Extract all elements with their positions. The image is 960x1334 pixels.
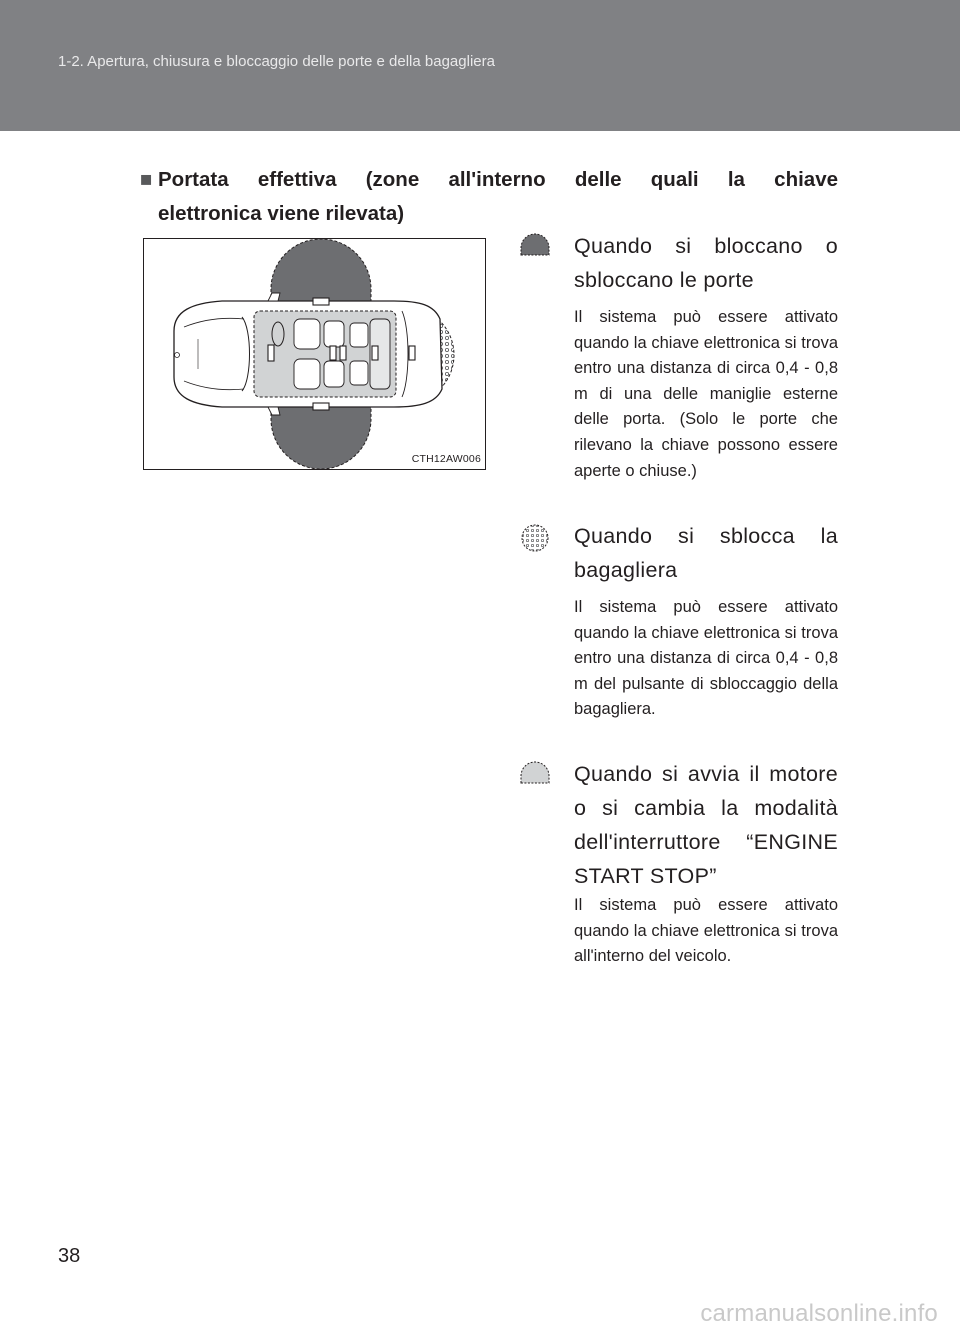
dotted-zone-marker-icon bbox=[520, 523, 550, 553]
figure-code: CTH12AW006 bbox=[411, 453, 481, 465]
heading-line-2: elettronica viene rilevata) bbox=[158, 202, 405, 225]
page-header bbox=[0, 0, 960, 131]
item-description: Il sistema può essere attivato quando la chiave elettronica si trova entro una distanza di circa 0,4 - 0,8 m di una delle maniglie esterne delle porta. (Solo le porte che rilevano la chiave possono essere aperte o chiuse.) bbox=[574, 308, 838, 480]
item-title: Quando si bloccano o sbloccano le porte bbox=[574, 234, 838, 292]
heading-line-1: Portata effettiva (zone all'interno delle quali la chiave bbox=[158, 168, 838, 191]
car-top-view-illustration bbox=[144, 239, 485, 469]
item-description: Il sistema può essere attivato quando la chiave elettronica si trova entro una distanza di circa 0,4 - 0,8 m del pulsante di sbloccaggio della bagagliera. bbox=[574, 598, 838, 719]
header-title: 1-2. Apertura, chiusura e bloccaggio delle porte e della bagagliera bbox=[58, 53, 495, 70]
car-detection-range-figure bbox=[143, 238, 486, 470]
item-title: Quando si sblocca la bagagliera bbox=[574, 524, 838, 582]
item-title: Quando si avvia il motore o si cambia la modalità dell'interruttore “ENGINE START STOP” bbox=[574, 762, 838, 888]
item-description: Il sistema può essere attivato quando la chiave elettronica si trova all'interno del veicolo. bbox=[574, 896, 838, 966]
page-number: 38 bbox=[58, 1245, 81, 1267]
watermark: carmanualsonline.info bbox=[700, 1300, 938, 1327]
dark-zone-marker-icon bbox=[520, 233, 550, 263]
light-zone-marker-icon bbox=[520, 761, 550, 791]
heading-bullet: ■ bbox=[140, 168, 153, 191]
